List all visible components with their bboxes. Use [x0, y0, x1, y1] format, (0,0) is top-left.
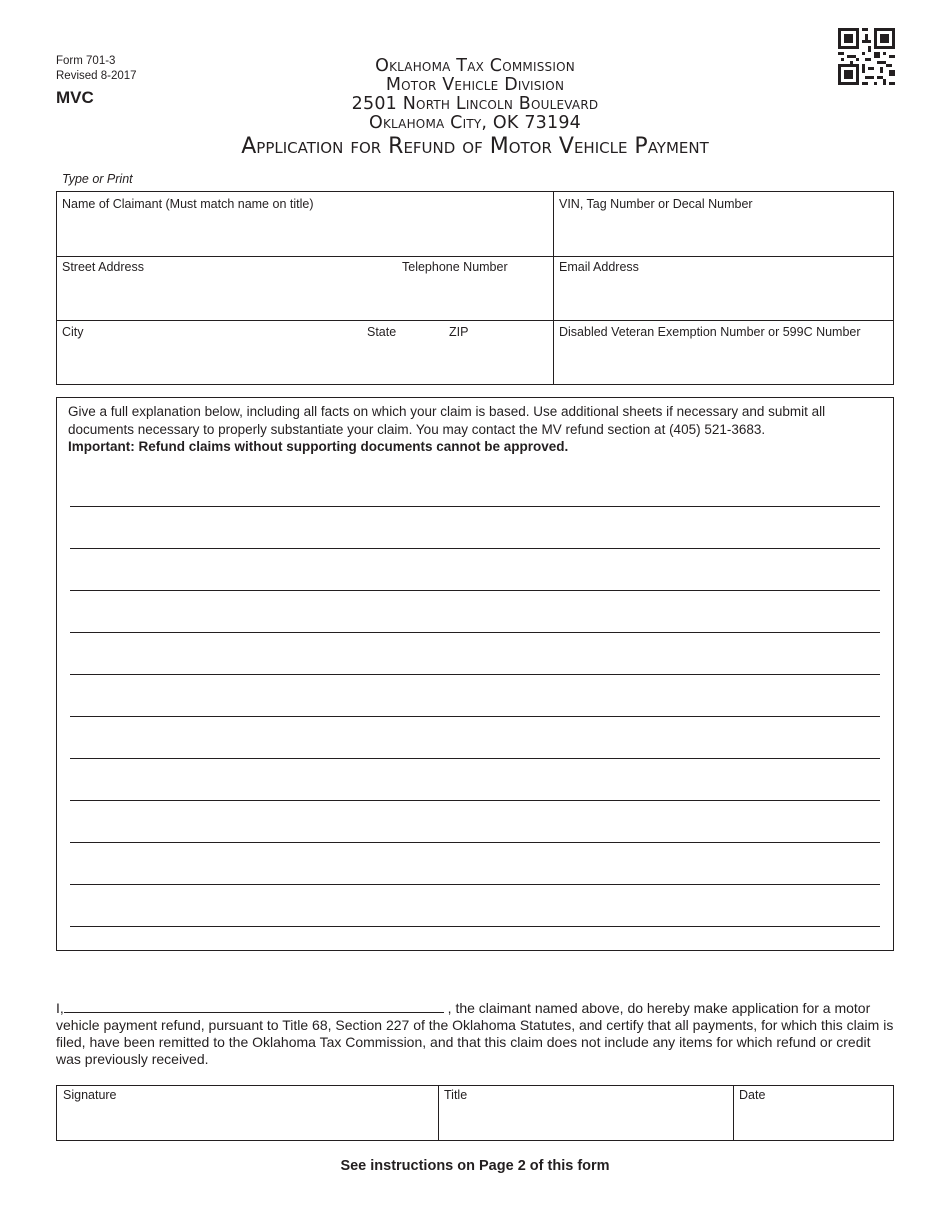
telephone-field[interactable]: Telephone Number — [402, 260, 508, 274]
zip-field[interactable]: ZIP — [449, 325, 469, 339]
explanation-line[interactable] — [70, 800, 880, 801]
exemption-number-field[interactable]: Disabled Veteran Exemption Number or 599C Number — [559, 325, 861, 339]
footer-note: See instructions on Page 2 of this form — [340, 1158, 610, 1174]
revision-date: Revised 8-2017 — [56, 70, 137, 82]
street-address-line: 2501 North Lincoln Boulevard — [351, 94, 599, 114]
vin-field[interactable]: VIN, Tag Number or Decal Number — [559, 197, 753, 211]
division-name: Motor Vehicle Division — [385, 75, 565, 95]
grid-divider — [733, 1086, 734, 1140]
certification-text: , the claimant named above, do hereby make application for a motor vehicle payment refund, pursuant to Title 68, Section 227 of the Oklahoma Statutes, and certify that all payments, for which this claim is filed, have been remitted to the Oklahoma Tax Commission, and that this claim does not include any items for which refund or credit was previously received. — [56, 1000, 894, 1067]
state-field[interactable]: State — [367, 325, 397, 339]
explanation-line[interactable] — [70, 674, 880, 675]
explanation-line[interactable] — [70, 548, 880, 549]
explanation-line[interactable] — [70, 632, 880, 633]
claimant-name-blank[interactable] — [64, 999, 444, 1013]
city-field[interactable]: City — [62, 325, 84, 339]
form-number: Form 701-3 — [56, 55, 116, 67]
explanation-text: Give a full explanation below, including all facts on which your claim is based. Use additional sheets if necessary and submit all documents necessary to properly substantiate your claim. You may contact the MV refund section at (405) 521-3683. — [68, 404, 826, 437]
important-note: Important: Refund claims without supporting documents cannot be approved. — [68, 439, 569, 454]
claimant-name-field[interactable]: Name of Claimant (Must match name on title) — [62, 197, 314, 211]
signature-field[interactable]: Signature — [63, 1088, 117, 1102]
qr-code-icon — [838, 28, 895, 85]
explanation-line[interactable] — [70, 926, 880, 927]
explanation-line[interactable] — [70, 758, 880, 759]
street-address-field[interactable]: Street Address — [62, 260, 144, 274]
explanation-line[interactable] — [70, 590, 880, 591]
explanation-line[interactable] — [70, 842, 880, 843]
agency-block — [200, 57, 750, 133]
grid-divider — [57, 256, 893, 257]
explanation-instructions — [68, 403, 880, 456]
grid-divider — [57, 320, 893, 321]
certification-statement — [56, 999, 894, 1068]
explanation-line[interactable] — [70, 884, 880, 885]
explanation-line[interactable] — [70, 716, 880, 717]
agency-name: Oklahoma Tax Commission — [375, 56, 575, 76]
email-field[interactable]: Email Address — [559, 260, 639, 274]
grid-divider — [438, 1086, 439, 1140]
certification-prefix: I, — [56, 1000, 64, 1016]
city-line: Oklahoma City, OK 73194 — [368, 113, 582, 133]
page-title: Application for Refund of Motor Vehicle Payment — [241, 134, 709, 159]
explanation-line[interactable] — [70, 506, 880, 507]
claimant-info-grid — [56, 191, 894, 385]
grid-divider — [553, 192, 554, 384]
type-or-print-note: Type or Print — [62, 172, 133, 186]
title-field[interactable]: Title — [444, 1088, 468, 1102]
form-meta — [56, 54, 137, 84]
date-field[interactable]: Date — [739, 1088, 766, 1102]
form-code: MVC — [56, 88, 94, 107]
signature-grid — [56, 1085, 894, 1141]
